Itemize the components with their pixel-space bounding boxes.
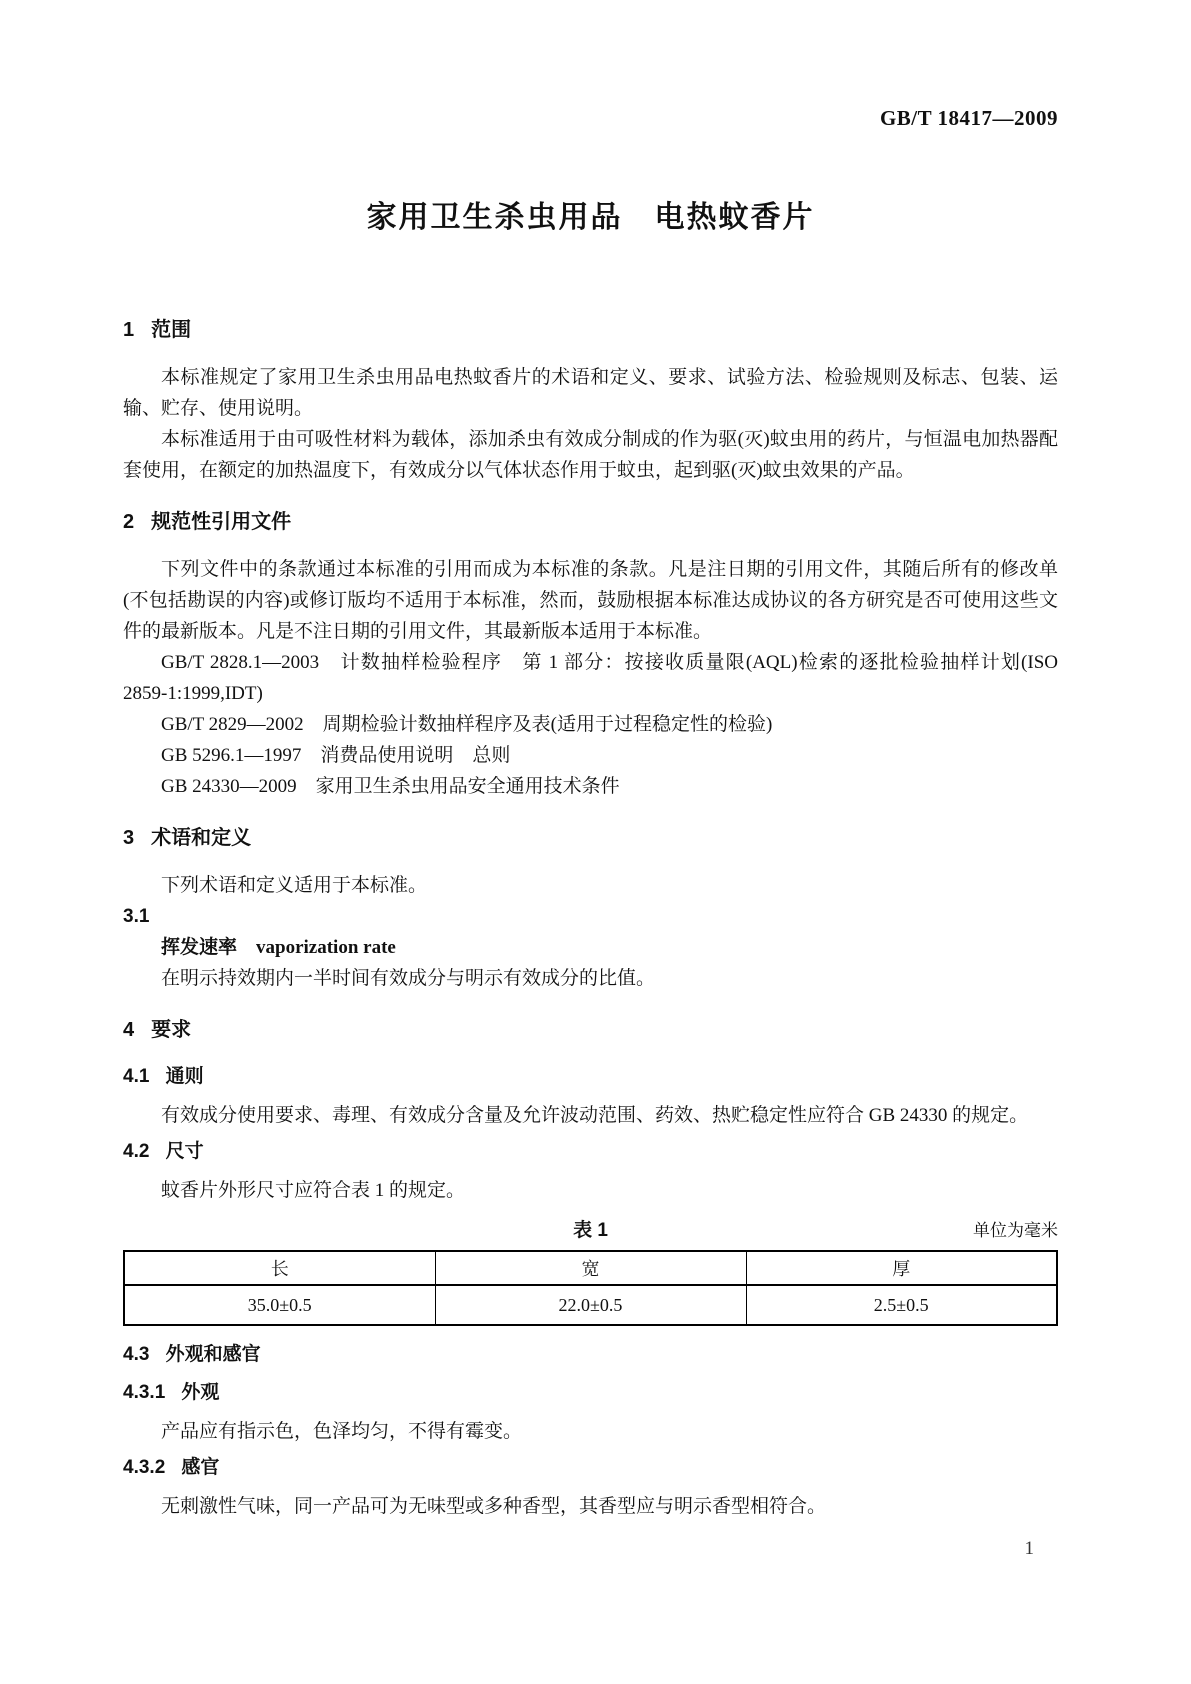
term-chinese: 挥发速率: [161, 937, 238, 958]
term-definition: 在明示持效期内一半时间有效成分与明示有效成分的比值。: [161, 968, 656, 989]
subsection-number: 4.2: [123, 1141, 150, 1162]
subsection-title: 感官: [181, 1457, 220, 1478]
table-value-length: 35.0±0.5: [124, 1285, 435, 1325]
normative-paragraph: 下列文件中的条款通过本标准的引用而成为本标准的条款。凡是注日期的引用文件，其随后所有的修改单(不包括勘误的内容)或修订版均不适用于本标准，然而，鼓励根据本标准达成协议的各方研究是否可使用这些文件的最新版本。凡是不注日期的引用文件，其最新版本适用于本标准。: [123, 559, 1058, 642]
table-unit-note: 单位为毫米: [973, 1221, 1058, 1240]
normative-reference: GB/T 2828.1—2003 计数抽样检验程序 第 1 部分：按接收质量限(AQL)检索的逐批检验抽样计划(ISO 2859-1:1999,IDT): [123, 652, 1058, 704]
term-english: vaporization rate: [256, 937, 396, 958]
section-title: 要求: [151, 1019, 192, 1041]
subsection-title: 外观和感官: [165, 1344, 261, 1365]
dimensions-table: [123, 1250, 1058, 1326]
standard-number: GB/T 18417—2009: [879, 106, 1058, 130]
section-heading-terms: [123, 824, 1058, 852]
normative-reference: GB 5296.1—1997 消费品使用说明 总则: [161, 745, 511, 766]
section-heading-normative: [123, 508, 1058, 536]
section-number: 4: [123, 1019, 135, 1041]
table-header-thickness: 厚: [746, 1251, 1057, 1285]
page-number: 1: [1024, 1538, 1034, 1559]
section-title: 术语和定义: [151, 827, 252, 849]
look-paragraph: 产品应有指示色，色泽均匀，不得有霉变。: [161, 1421, 523, 1442]
table-value-width: 22.0±0.5: [435, 1285, 746, 1325]
section-title: 范围: [151, 319, 192, 341]
table-header-length: 长: [124, 1251, 435, 1285]
subsection-heading-appearance: [123, 1340, 1058, 1370]
term-clause-number: 3.1: [123, 906, 150, 927]
subsection-heading-sensory: [123, 1453, 1058, 1483]
section-number: 3: [123, 827, 135, 849]
scope-paragraph-1: 本标准规定了家用卫生杀虫用品电热蚊香片的术语和定义、要求、试验方法、检验规则及标志、包装、运输、贮存、使用说明。: [123, 367, 1058, 419]
table-caption-row: [123, 1218, 1058, 1244]
subsection-title: 尺寸: [165, 1141, 204, 1162]
general-paragraph: 有效成分使用要求、毒理、有效成分含量及允许波动范围、药效、热贮稳定性应符合 GB 24330 的规定。: [161, 1105, 1029, 1126]
section-heading-scope: [123, 316, 1058, 344]
subsection-number: 4.3: [123, 1344, 150, 1365]
table-row: [124, 1285, 1057, 1325]
normative-reference: GB/T 2829—2002 周期检验计数抽样程序及表(适用于过程稳定性的检验): [161, 714, 773, 735]
subsection-title: 通则: [165, 1066, 204, 1087]
section-number: 2: [123, 511, 135, 533]
table-caption: 表 1: [573, 1220, 608, 1241]
subsection-heading-dimensions: [123, 1137, 1058, 1167]
dimensions-paragraph: 蚊香片外形尺寸应符合表 1 的规定。: [161, 1180, 466, 1201]
table-header-row: [124, 1251, 1057, 1285]
document-title: 家用卫生杀虫用品 电热蚊香片: [366, 201, 815, 234]
table-value-thickness: 2.5±0.5: [746, 1285, 1057, 1325]
normative-reference: GB 24330—2009 家用卫生杀虫用品安全通用技术条件: [161, 776, 620, 797]
subsection-heading-look: [123, 1378, 1058, 1408]
table-header-width: 宽: [435, 1251, 746, 1285]
section-heading-requirements: [123, 1016, 1058, 1044]
sensory-paragraph: 无刺激性气味，同一产品可为无味型或多种香型，其香型应与明示香型相符合。: [161, 1496, 827, 1517]
scope-paragraph-2: 本标准适用于由可吸性材料为载体，添加杀虫有效成分制成的作为驱(灭)蚊虫用的药片，与恒温电加热器配套使用，在额定的加热温度下，有效成分以气体状态作用于蚊虫，起到驱(灭)蚊虫效果的产品。: [123, 429, 1058, 481]
subsection-title: 外观: [181, 1382, 220, 1403]
subsection-number: 4.3.2: [123, 1457, 166, 1478]
subsection-number: 4.1: [123, 1066, 150, 1087]
section-title: 规范性引用文件: [151, 511, 292, 533]
section-number: 1: [123, 319, 135, 341]
term-entry: [123, 932, 1058, 963]
subsection-heading-general: [123, 1062, 1058, 1092]
terms-intro: 下列术语和定义适用于本标准。: [161, 875, 428, 896]
subsection-number: 4.3.1: [123, 1382, 166, 1403]
